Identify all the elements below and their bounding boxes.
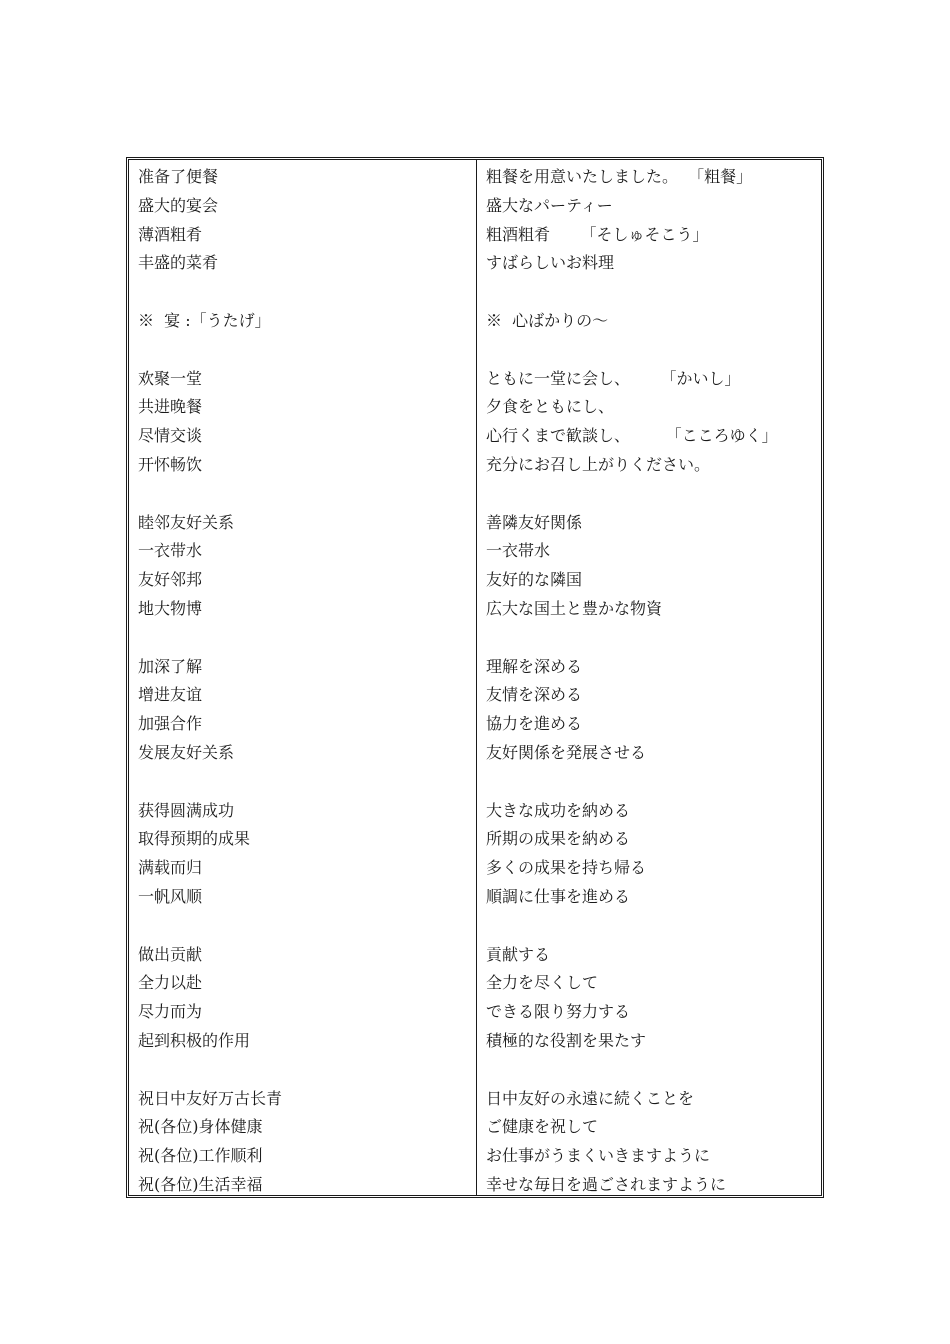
chinese-phrase-line: 盛大的宴会	[138, 195, 219, 215]
chinese-phrase-line	[138, 336, 476, 365]
chinese-phrase-line: 加强合作	[138, 714, 203, 734]
chinese-phrase-line: 薄酒粗肴	[138, 224, 203, 244]
japanese-phrase-line: 一衣帯水	[486, 541, 551, 561]
chinese-phrase-line	[138, 912, 476, 941]
chinese-phrase-line: 睦邻友好关系	[138, 512, 235, 532]
chinese-phrase-line: 友好邻邦	[138, 570, 203, 590]
chinese-phrase-line: 一帆风顺	[138, 886, 203, 906]
chinese-phrase-line: 全力以赴	[138, 973, 203, 993]
chinese-phrase-line: 增进友谊	[138, 685, 203, 705]
japanese-phrase-line	[486, 912, 821, 941]
japanese-phrase-line	[486, 624, 821, 653]
chinese-phrase-line	[138, 1056, 476, 1085]
chinese-phrase-line: 尽力而为	[138, 1002, 203, 1022]
chinese-phrase-line: 加深了解	[138, 656, 203, 676]
phrase-table	[126, 157, 824, 1198]
chinese-phrase-line: 尽情交谈	[138, 426, 203, 446]
chinese-phrase-line: ※ 宴 :「うたげ」	[138, 310, 271, 330]
japanese-phrase-line: 粗餐を用意いたしました。 「粗餐」	[486, 167, 753, 186]
japanese-phrase-line: 所期の成果を納める	[486, 829, 631, 849]
japanese-phrase-line: 多くの成果を持ち帰る	[486, 858, 647, 878]
japanese-phrase-line: できる限り努力する	[486, 1002, 631, 1022]
japanese-phrase-line: 順調に仕事を進める	[486, 886, 631, 906]
chinese-phrase-line: 准备了便餐	[138, 167, 219, 186]
chinese-phrase-line: 祝(各位)工作顺利	[138, 1146, 263, 1166]
japanese-phrase-line: お仕事がうまくいきますように	[486, 1146, 711, 1166]
japanese-phrase-line: すばらしいお料理	[486, 253, 615, 273]
japanese-phrase-line: 友好的な隣国	[486, 570, 583, 590]
chinese-phrase-line: 欢聚一堂	[138, 368, 203, 388]
chinese-phrase-line: 取得预期的成果	[138, 829, 251, 849]
japanese-phrase-line: 友好関係を発展させる	[486, 742, 647, 762]
japanese-phrase-line: 大きな成功を納める	[486, 800, 631, 820]
japanese-phrase-line: 全力を尽くして	[486, 973, 599, 993]
chinese-phrase-line: 丰盛的菜肴	[138, 253, 219, 273]
chinese-phrase-line	[138, 480, 476, 509]
japanese-phrase-line	[486, 336, 821, 365]
chinese-phrase-line	[138, 278, 476, 307]
chinese-phrase-line	[138, 624, 476, 653]
chinese-phrase-line: 满载而归	[138, 858, 203, 878]
chinese-phrase-line	[138, 768, 476, 797]
japanese-phrase-line: ともに一堂に会し、 「かいし」	[486, 368, 741, 388]
japanese-phrase-line: 善隣友好関係	[486, 512, 583, 532]
japanese-phrase-line: ご健康を祝して	[486, 1117, 599, 1137]
japanese-phrase-line: 協力を進める	[486, 714, 583, 734]
japanese-phrase-line: 充分にお召し上がりください。	[486, 454, 711, 474]
japanese-phrase-line: 粗酒粗肴 「そしゅそこう」	[486, 224, 709, 244]
chinese-phrase-line: 获得圆满成功	[138, 800, 235, 820]
japanese-phrase-line: 積極的な役割を果たす	[486, 1030, 647, 1050]
japanese-phrase-line: ※ 心ばかりの～	[486, 310, 609, 330]
chinese-phrase-line: 一衣带水	[138, 541, 203, 561]
japanese-phrase-line	[486, 278, 821, 307]
chinese-phrase-line: 开怀畅饮	[138, 454, 203, 474]
chinese-phrase-line: 共进晚餐	[138, 397, 203, 417]
japanese-phrase-line: 貢献する	[486, 944, 551, 964]
japanese-phrase-line: 友情を深める	[486, 685, 583, 705]
japanese-phrase-line: 夕食をともにし、	[486, 397, 615, 417]
japanese-phrase-line: 盛大なパーティー	[486, 195, 613, 215]
japanese-phrase-line	[486, 480, 821, 509]
japanese-phrase-line: 広大な国土と豊かな物資	[486, 598, 663, 618]
chinese-phrase-line: 做出贡献	[138, 944, 203, 964]
japanese-translation-column	[477, 160, 821, 1195]
japanese-phrase-line: 心行くまで歓談し、 「こころゆく」	[486, 426, 778, 446]
chinese-phrase-line: 起到积极的作用	[138, 1030, 251, 1050]
chinese-phrase-line: 祝日中友好万古长青	[138, 1088, 283, 1108]
japanese-phrase-line: 幸せな毎日を過ごされますように	[486, 1174, 727, 1194]
japanese-phrase-line: 理解を深める	[486, 656, 583, 676]
japanese-phrase-line	[486, 768, 821, 797]
japanese-phrase-line	[486, 1056, 821, 1085]
chinese-phrase-line: 地大物博	[138, 598, 203, 618]
chinese-phrase-column	[129, 160, 477, 1195]
chinese-phrase-line: 祝(各位)生活幸福	[138, 1174, 263, 1194]
japanese-phrase-line: 日中友好の永遠に続くことを	[486, 1088, 695, 1108]
chinese-phrase-line: 祝(各位)身体健康	[138, 1117, 263, 1137]
chinese-phrase-line: 发展友好关系	[138, 742, 235, 762]
